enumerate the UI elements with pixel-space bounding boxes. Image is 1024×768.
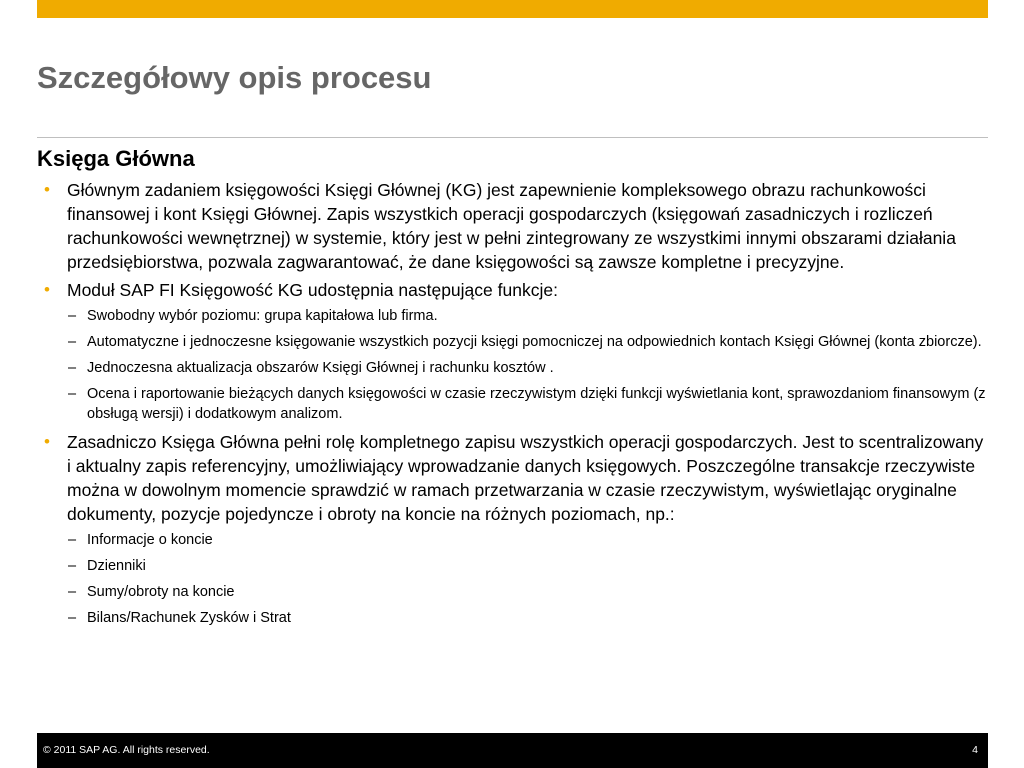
dash-icon: – <box>68 558 77 574</box>
bullet-item <box>37 278 988 424</box>
sub-bullet-text: Dzienniki <box>87 558 146 574</box>
dash-icon: – <box>68 610 77 626</box>
sub-bullet-list <box>67 306 988 424</box>
dash-icon: – <box>68 584 77 600</box>
sub-bullet-text: Bilans/Rachunek Zysków i Strat <box>87 610 291 626</box>
sub-bullet-text: Jednoczesna aktualizacja obszarów Księgi Głównej i rachunku kosztów . <box>87 360 554 376</box>
bullet-icon: • <box>44 432 50 451</box>
top-accent-bar <box>37 0 988 18</box>
sub-bullet-text: Automatyczne i jednoczesne księgowanie wszystkich pozycji księgi pomocniczej na odpowiednich kontach Księgi Głównej (konta zbiorcze). <box>87 334 982 350</box>
bullet-text: Zasadniczo Księga Główna pełni rolę kompletnego zapisu wszystkich operacji gospodarczych. Jest to scentralizowany i aktualny zapis referencyjny, umożliwiający wprowadzanie danych księgowych. Poszczególne transakcje rzeczywiste można w dowolnym momencie sprawdzić w ramach przetwarzania w czasie rzeczywistym, wyświetlając oryginalne dokumenty, pozycje pojedyncze i obroty na koncie na różnych poziomach, np.: <box>67 432 984 524</box>
title-divider <box>37 137 988 138</box>
sub-bullet-item <box>67 556 988 576</box>
slide-content <box>37 144 988 634</box>
page-number: 4 <box>972 744 978 756</box>
section-heading: Księga Główna <box>37 146 195 171</box>
dash-icon: – <box>68 532 77 548</box>
bullet-list <box>37 178 988 628</box>
copyright-text: © 2011 SAP AG. All rights reserved. <box>43 744 210 756</box>
sub-bullet-text: Informacje o koncie <box>87 532 213 548</box>
dash-icon: – <box>68 386 77 402</box>
sub-bullet-list <box>67 530 988 628</box>
page-title: Szczegółowy opis procesu <box>37 60 432 95</box>
sub-bullet-item <box>67 306 988 326</box>
dash-icon: – <box>68 308 77 324</box>
footer-bar <box>37 733 988 768</box>
sub-bullet-item <box>67 608 988 628</box>
dash-icon: – <box>68 334 77 350</box>
sub-bullet-text: Swobodny wybór poziomu: grupa kapitałowa lub firma. <box>87 308 438 324</box>
sub-bullet-item <box>67 530 988 550</box>
bullet-item <box>37 430 988 628</box>
sub-bullet-text: Sumy/obroty na koncie <box>87 584 235 600</box>
bullet-icon: • <box>44 180 50 199</box>
sub-bullet-item <box>67 332 988 352</box>
sub-bullet-text: Ocena i raportowanie bieżących danych księgowości w czasie rzeczywistym dzięki funkcji wyświetlania kont, sprawozdaniom finansowym (z obsługą wersji) i dodatkowym analizom. <box>87 386 986 422</box>
bullet-item <box>37 178 988 274</box>
sub-bullet-item <box>67 358 988 378</box>
bullet-icon: • <box>44 280 50 299</box>
sub-bullet-item <box>67 582 988 602</box>
bullet-text: Moduł SAP FI Księgowość KG udostępnia następujące funkcje: <box>67 280 558 300</box>
dash-icon: – <box>68 360 77 376</box>
sub-bullet-item <box>67 384 988 424</box>
bullet-text: Głównym zadaniem księgowości Księgi Głównej (KG) jest zapewnienie kompleksowego obrazu rachunkowości finansowej i kont Księgi Głównej. Zapis wszystkich operacji gospodarczych (księgowań zasadniczych i rozliczeń rachunkowości wewnętrznej) w systemie, który jest w pełni zintegrowany ze wszystkimi innymi obszarami działania przedsiębiorstwa, pozwala zagwarantować, że dane księgowości są zawsze kompletne i precyzyjne. <box>67 180 956 272</box>
